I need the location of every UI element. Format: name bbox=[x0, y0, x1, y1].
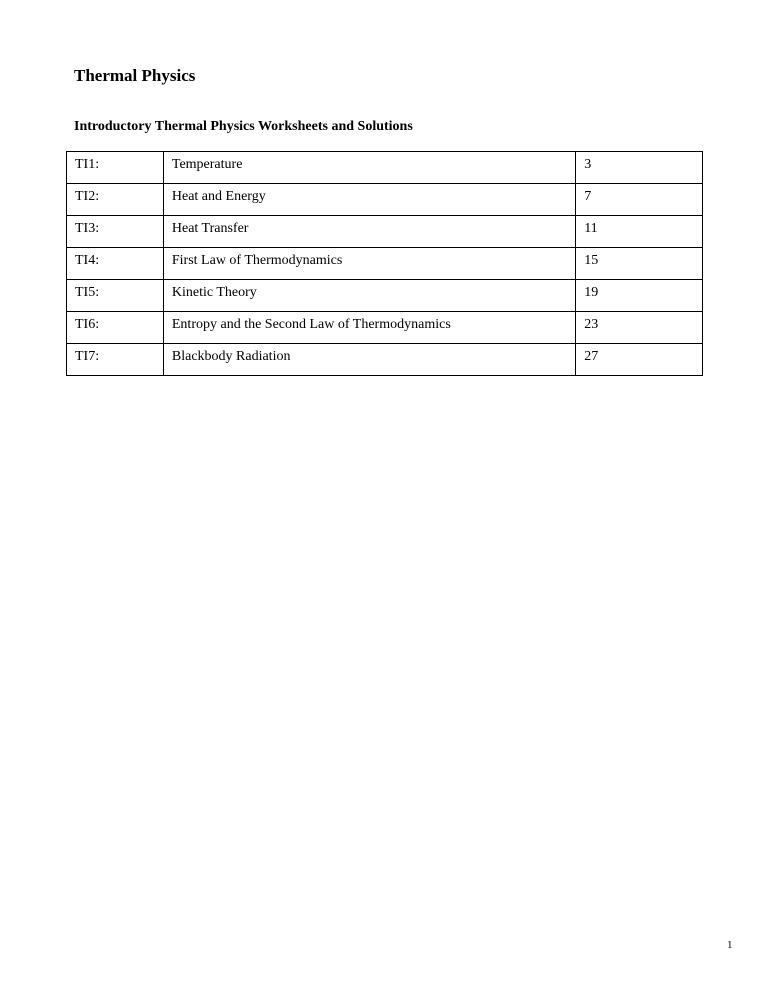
worksheet-code: TI1: bbox=[67, 152, 164, 184]
table-row bbox=[67, 280, 703, 312]
worksheet-code: TI6: bbox=[67, 312, 164, 344]
worksheet-title: Heat and Energy bbox=[163, 184, 575, 216]
worksheet-title: Entropy and the Second Law of Thermodynamics bbox=[163, 312, 575, 344]
worksheet-page: 7 bbox=[576, 184, 703, 216]
worksheet-page: 23 bbox=[576, 312, 703, 344]
worksheet-page: 15 bbox=[576, 248, 703, 280]
table-row bbox=[67, 248, 703, 280]
worksheet-page: 3 bbox=[576, 152, 703, 184]
worksheet-title: First Law of Thermodynamics bbox=[163, 248, 575, 280]
worksheet-page: 11 bbox=[576, 216, 703, 248]
table-row bbox=[67, 152, 703, 184]
worksheet-page: 19 bbox=[576, 280, 703, 312]
page-title: Thermal Physics bbox=[74, 66, 196, 85]
worksheet-title: Temperature bbox=[163, 152, 575, 184]
table-row bbox=[67, 312, 703, 344]
worksheet-title: Kinetic Theory bbox=[163, 280, 575, 312]
worksheet-title: Heat Transfer bbox=[163, 216, 575, 248]
worksheet-table bbox=[66, 151, 703, 376]
worksheet-code: TI3: bbox=[67, 216, 164, 248]
table-row bbox=[67, 344, 703, 376]
table-row bbox=[67, 184, 703, 216]
worksheet-code: TI4: bbox=[67, 248, 164, 280]
section-heading: Introductory Thermal Physics Worksheets and Solutions bbox=[74, 119, 413, 134]
worksheet-code: TI7: bbox=[67, 344, 164, 376]
worksheet-page: 27 bbox=[576, 344, 703, 376]
worksheet-title: Blackbody Radiation bbox=[163, 344, 575, 376]
worksheet-code: TI2: bbox=[67, 184, 164, 216]
table-row bbox=[67, 216, 703, 248]
page-number: 1 bbox=[727, 939, 733, 951]
worksheet-code: TI5: bbox=[67, 280, 164, 312]
